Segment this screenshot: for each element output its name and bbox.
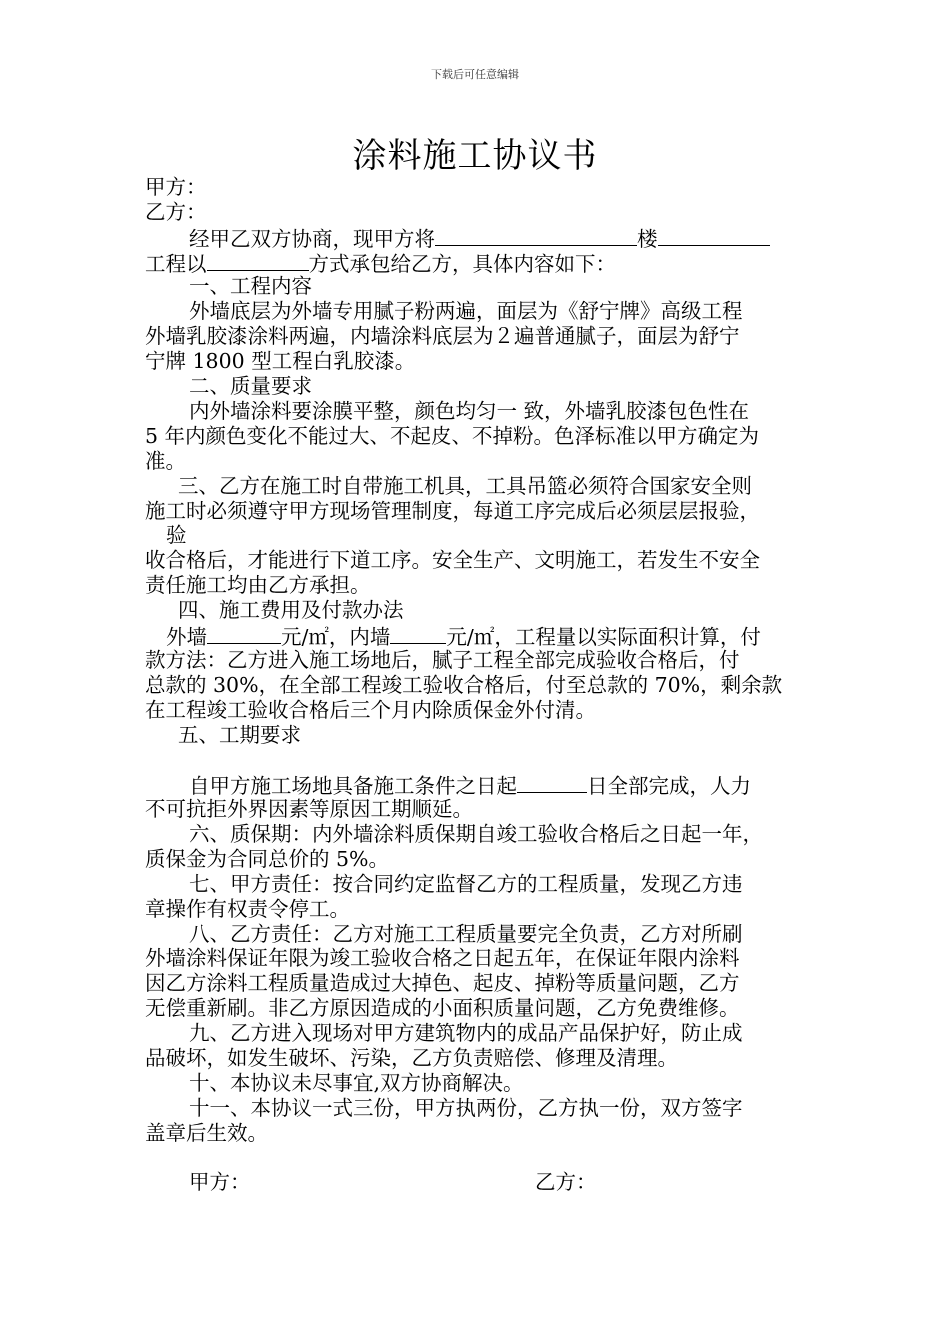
section-1-heading: 一、工程内容 <box>189 274 312 298</box>
days-blank[interactable] <box>517 772 587 793</box>
party-b-label: 乙方： <box>145 200 207 224</box>
section-4-heading: 四、施工费用及付款办法 <box>178 598 404 622</box>
section-4-line-1 <box>166 623 761 649</box>
document-title: 涂料施工协议书 <box>352 136 598 176</box>
section-9-line-2: 品破坏，如发生破坏、污染，乙方负责赔偿、修理及清理。 <box>145 1046 678 1070</box>
section-2-line-2: 5 年内颜色变化不能过大、不起皮、不掉粉。色泽标准以甲方确定为 <box>145 424 760 448</box>
section-2-line-1: 内外墙涂料要涂膜平整，颜色均匀一 致，外墙乳胶漆包色性在 <box>189 399 750 423</box>
intro-text-b: 楼 <box>637 227 658 251</box>
section-1-line-2: 外墙乳胶漆涂料两遍，内墙涂料底层为２遍普通腻子，面层为舒宁 <box>145 324 740 348</box>
section-8-line-1: 八、乙方责任：乙方对施工工程质量要完全负责，乙方对所刷 <box>189 922 743 946</box>
intro-line-1 <box>189 225 770 251</box>
section-3-line-5: 责任施工均由乙方承担。 <box>145 573 371 597</box>
section-4-line-4: 在工程竣工验收合格后三个月内除质保金外付清。 <box>145 698 596 722</box>
exterior-wall-label: 外墙 <box>166 625 207 649</box>
section-1-line-3: 宁牌 1800 型工程白乳胶漆。 <box>145 349 416 373</box>
signature-party-b: 乙方： <box>535 1170 597 1194</box>
section-8-line-4: 无偿重新刷。非乙方原因造成的小面积质量问题，乙方免费维修。 <box>145 996 740 1020</box>
section-3-line-3: 验 <box>166 523 187 547</box>
section-3-line-1: 三、乙方在施工时自带施工机具，工具吊篮必须符合国家安全则 <box>178 474 752 498</box>
section-3-line-2: 施工时必须遵守甲方现场管理制度，每道工序完成后必须层层报验， <box>145 499 760 523</box>
floor-blank[interactable] <box>658 225 770 246</box>
section-6-line-1: 六、质保期：内外墙涂料质保期自竣工验收合格后之日起一年， <box>189 822 763 846</box>
section-7-line-1: 七、甲方责任：按合同约定监督乙方的工程质量，发现乙方违 <box>189 872 743 896</box>
section-4-line-3: 总款的 30%，在全部工程竣工验收合格后，付至总款的 70%，剩余款 <box>145 673 783 697</box>
section-6-line-2: 质保金为合同总价的 5%。 <box>145 847 390 871</box>
section-4-line-2: 款方法：乙方进入施工场地后，腻子工程全部完成验收合格后，付 <box>145 648 740 672</box>
method-blank[interactable] <box>207 250 309 271</box>
page-header-note: 下载后可任意编辑 <box>431 68 519 81</box>
intro-text-c: 工程以 <box>145 252 207 276</box>
schedule-text-b: 日全部完成，人力 <box>587 774 751 798</box>
section-2-line-3: 准。 <box>145 449 186 473</box>
section-10-line-1: 十、本协议未尽事宜,双方协商解决。 <box>189 1071 524 1095</box>
section-1-line-1: 外墙底层为外墙专用腻子粉两遍，面层为《舒宁牌》高级工程 <box>189 299 743 323</box>
schedule-text-a: 自甲方施工场地具备施工条件之日起 <box>189 774 517 798</box>
section-5-line-1 <box>189 772 751 798</box>
signature-party-a: 甲方： <box>189 1170 251 1194</box>
section-5-heading: 五、工期要求 <box>178 723 301 747</box>
section-8-line-2: 外墙涂料保证年限为竣工验收合格之日起五年，在保证年限内涂料 <box>145 946 740 970</box>
intro-text-a: 经甲乙双方协商，现甲方将 <box>189 227 435 251</box>
section-11-line-2: 盖章后生效。 <box>145 1121 268 1145</box>
section-11-line-1: 十一、本协议一式三份，甲方执两份，乙方执一份，双方签字 <box>189 1096 743 1120</box>
section-5-line-2: 不可抗拒外界因素等原因工期顺延。 <box>145 797 473 821</box>
intro-line-2 <box>145 250 616 276</box>
section-8-line-3: 因乙方涂料工程质量造成过大掉色、起皮、掉粉等质量问题，乙方 <box>145 971 740 995</box>
section-2-heading: 二、质量要求 <box>189 374 312 398</box>
party-a-label: 甲方： <box>145 175 207 199</box>
section-3-line-4: 收合格后，才能进行下道工序。安全生产、文明施工，若发生不安全 <box>145 548 760 572</box>
interior-wall-label: 元/㎡，内墙 <box>281 625 391 649</box>
interior-price-blank[interactable] <box>390 623 446 644</box>
section-7-line-2: 章操作有权责令停工。 <box>145 897 350 921</box>
intro-text-d: 方式承包给乙方，具体内容如下： <box>308 252 616 276</box>
section-4-text: 元/㎡，工程量以实际面积计算，付 <box>446 625 761 649</box>
section-9-line-1: 九、乙方进入现场对甲方建筑物内的成品产品保护好，防止成 <box>189 1021 743 1045</box>
exterior-price-blank[interactable] <box>207 623 281 644</box>
building-blank[interactable] <box>435 225 637 246</box>
